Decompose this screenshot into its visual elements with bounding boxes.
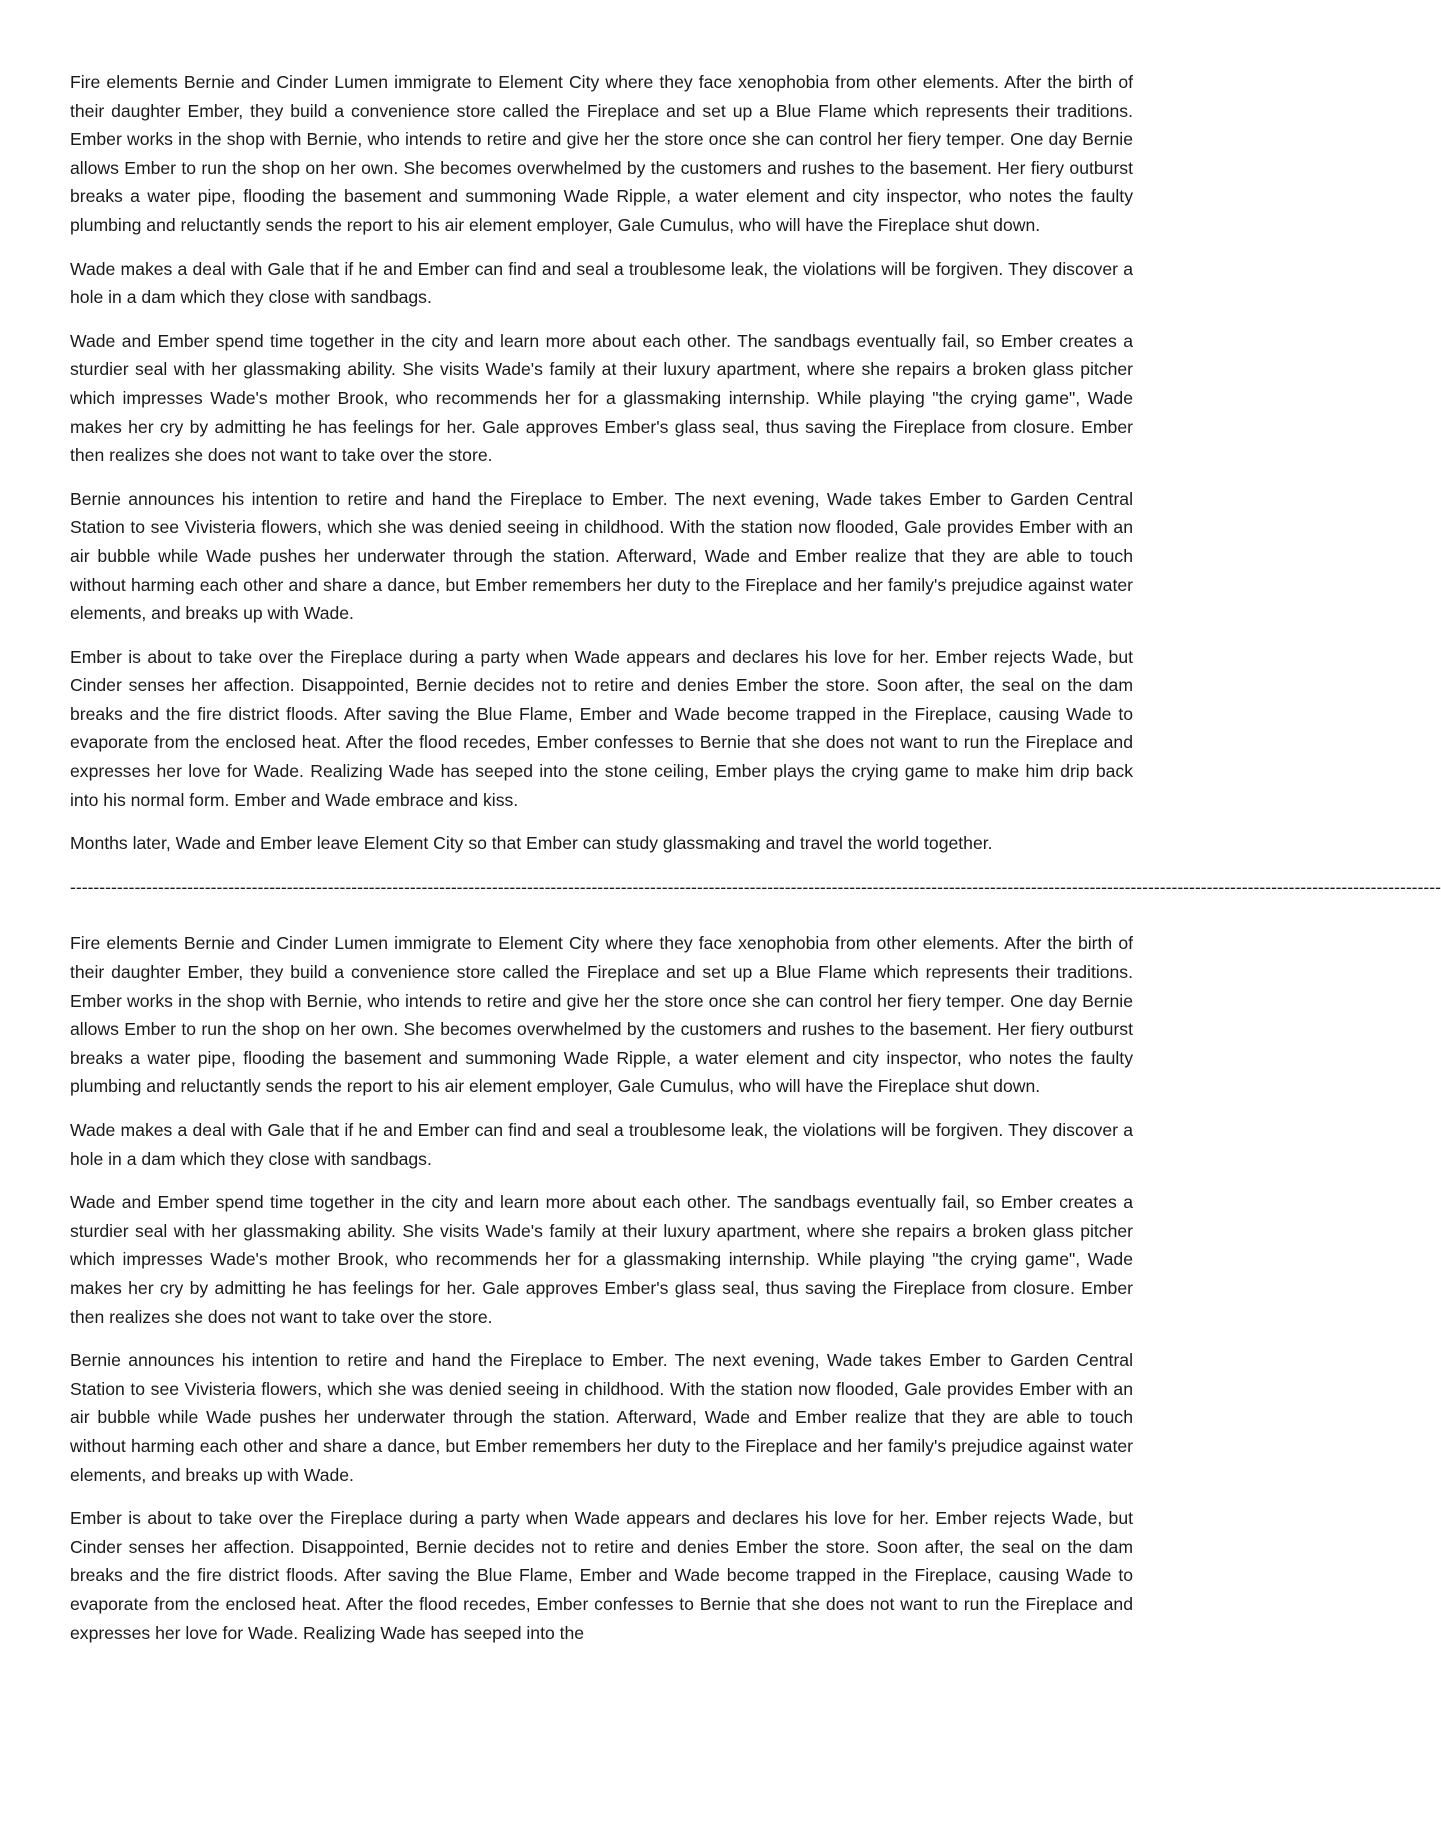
paragraph: Wade makes a deal with Gale that if he and Ember can find and seal a troublesome leak, the violations will be forgiven. They discover a hole in a dam which they close with sandbags.	[70, 258, 1133, 308]
paragraph: Bernie announces his intention to retire and hand the Fireplace to Ember. The next evening, Wade takes Ember to Garden Central Station to see Vivisteria flowers, which she was denied seeing in childhood. With the station now flooded, Gale provides Ember with an air bubble while Wade pushes her underwater through the station. Afterward, Wade and Ember realize that they are able to touch without harming each other and share a dance, but Ember remembers her duty to the Fireplace and her family's prejudice against water elements, and breaks up with Wade.	[70, 1350, 1133, 1485]
paragraph: Fire elements Bernie and Cinder Lumen immigrate to Element City where they face xenophobia from other elements. After the birth of their daughter Ember, they build a convenience store called the Fireplace and set up a Blue Flame which represents their traditions. Ember works in the shop with Bernie, who intends to retire and give her the store once she can control her fiery temper. One day Bernie allows Ember to run the shop on her own. She becomes overwhelmed by the customers and rushes to the basement. Her fiery outburst breaks a water pipe, flooding the basement and summoning Wade Ripple, a water element and city inspector, who notes the faulty plumbing and reluctantly sends the report to his air element employer, Gale Cumulus, who will have the Fireplace shut down.	[70, 933, 1133, 1097]
paragraph: Months later, Wade and Ember leave Element City so that Ember can study glassmaking and travel the world together.	[70, 833, 993, 854]
first-copy	[70, 68, 1133, 858]
paragraph: Bernie announces his intention to retire and hand the Fireplace to Ember. The next evening, Wade takes Ember to Garden Central Station to see Vivisteria flowers, which she was denied seeing in childhood. With the station now flooded, Gale provides Ember with an air bubble while Wade pushes her underwater through the station. Afterward, Wade and Ember realize that they are able to touch without harming each other and share a dance, but Ember remembers her duty to the Fireplace and her family's prejudice against water elements, and breaks up with Wade.	[70, 488, 1133, 624]
paragraph: Fire elements Bernie and Cinder Lumen immigrate to Element City where they face xenophobia from other elements. After the birth of their daughter Ember, they build a convenience store called the Fireplace and set up a Blue Flame which represents their traditions. Ember works in the shop with Bernie, who intends to retire and give her the store once she can control her fiery temper. One day Bernie allows Ember to run the shop on her own. She becomes overwhelmed by the customers and rushes to the basement. Her fiery outburst breaks a water pipe, flooding the basement and summoning Wade Ripple, a water element and city inspector, who notes the faulty plumbing and reluctantly sends the report to his air element employer, Gale Cumulus, who will have the Fireplace shut down.	[70, 72, 1133, 235]
second-copy	[70, 929, 1133, 1647]
paragraph: Ember is about to take over the Fireplace during a party when Wade appears and declares his love for her. Ember rejects Wade, but Cinder senses her affection. Disappointed, Bernie decides not to retire and denies Ember the store. Soon after, the seal on the dam breaks and the fire district floods. After saving the Blue Flame, Ember and Wade become trapped in the Fireplace, causing Wade to evaporate from the enclosed heat. After the flood recedes, Ember confesses to Bernie that she does not want to run the Fireplace and expresses her love for Wade. Realizing Wade has seeped into the	[70, 1508, 1133, 1643]
paragraph: Wade makes a deal with Gale that if he and Ember can find and seal a troublesome leak, the violations will be forgiven. They discover a hole in a dam which they close with sandbags.	[70, 1120, 1133, 1169]
paragraph: Ember is about to take over the Fireplace during a party when Wade appears and declares his love for her. Ember rejects Wade, but Cinder senses her affection. Disappointed, Bernie decides not to retire and denies Ember the store. Soon after, the seal on the dam breaks and the fire district floods. After saving the Blue Flame, Ember and Wade become trapped in the Fireplace, causing Wade to evaporate from the enclosed heat. After the flood recedes, Ember confesses to Bernie that she does not want to run the Fireplace and expresses her love for Wade. Realizing Wade has seeped into the stone ceiling, Ember plays the crying game to make him drip back into his normal form. Ember and Wade embrace and kiss.	[70, 646, 1133, 810]
dashed-separator: ------------------------------------------------------------------------------------------------------------------------------------------------------------------------------------------------------------------------------------------	[70, 876, 1441, 897]
document-page	[70, 68, 1441, 1662]
paragraph: Wade and Ember spend time together in the city and learn more about each other. The sandbags eventually fail, so Ember creates a sturdier seal with her glassmaking ability. She visits Wade's family at their luxury apartment, where she repairs a broken glass pitcher which impresses Wade's mother Brook, who recommends her for a glassmaking internship. While playing "the crying game", Wade makes her cry by admitting he has feelings for her. Gale approves Ember's glass seal, thus saving the Fireplace from closure. Ember then realizes she does not want to take over the store.	[70, 330, 1133, 466]
paragraph: Wade and Ember spend time together in the city and learn more about each other. The sandbags eventually fail, so Ember creates a sturdier seal with her glassmaking ability. She visits Wade's family at their luxury apartment, where she repairs a broken glass pitcher which impresses Wade's mother Brook, who recommends her for a glassmaking internship. While playing "the crying game", Wade makes her cry by admitting he has feelings for her. Gale approves Ember's glass seal, thus saving the Fireplace from closure. Ember then realizes she does not want to take over the store.	[70, 1192, 1133, 1327]
